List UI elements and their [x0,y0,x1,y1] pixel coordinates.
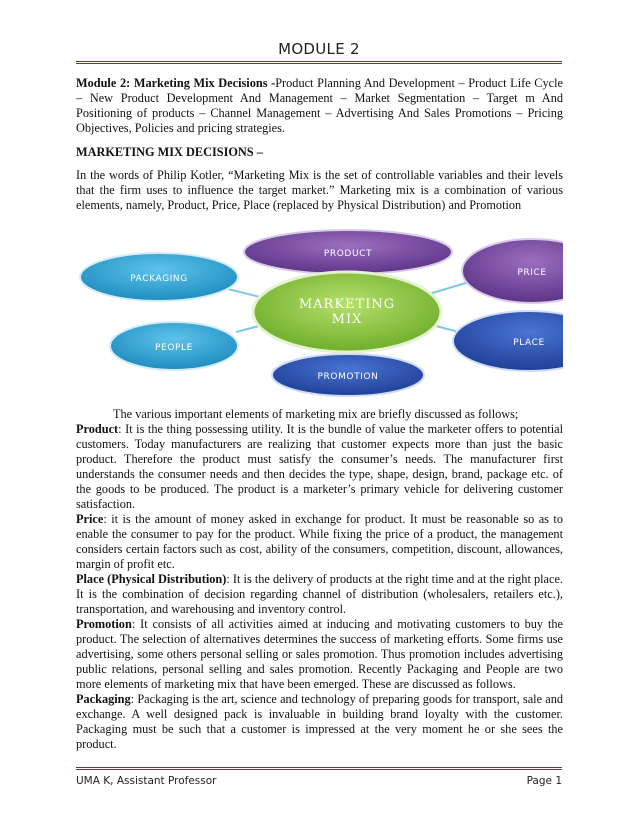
term-sep: : [103,512,107,526]
section-heading: MARKETING MIX DECISIONS – [76,145,263,159]
label-mix: MIX [331,312,363,327]
label-price: PRICE [517,268,547,278]
term-product: Product [76,422,119,436]
node-marketing-mix [253,272,441,352]
label-marketing: MARKETING [298,297,396,312]
desc-product: It is the thing possessing utility. It is the bundle of value the marketer offers to potential customers. Today manufacturers are realizing that customer expects more than just the basic product. Therefore the product must satisfy the consumer’s needs. The manufacturer first understands the consumer needs and then decides the type, shape, design, brand, package etc. of the goods to be produced. The product is a marketer’s primary vehicle for delivering customer satisfaction. [76,422,563,511]
element-packaging [76,692,563,752]
page-header: MODULE 2 [278,40,360,58]
term-sep: : [118,422,122,436]
element-promotion [76,617,563,692]
module-topics: Product Planning And Development – Product Life Cycle – New Product Development And Management – Market Segmentation – Target m And Positioning of products – Channel Management – Advertising And Sales Promotions – Pricing Objectives, Policies and pricing strategies. [76,76,563,135]
page-footer [76,775,562,787]
term-sep: : [130,692,135,706]
term-sep: : [226,572,230,586]
element-place [76,572,563,617]
label-product: PRODUCT [323,249,373,259]
label-people: PEOPLE [155,343,193,353]
module-intro [76,76,563,136]
marketing-mix-diagram [74,226,563,398]
node-product [244,230,452,274]
node-price [462,239,563,303]
term-sep: : [131,617,136,631]
desc-price: it is the amount of money asked in exchange for product. It must be reasonable so as to enable the consumer to pay for the product. While fixing the price of a product, the management considers certain factors such as cost, ability of the consumers, competition, discount, allowances, margin of profit etc. [76,512,563,571]
term-place: Place (Physical Distribution) [76,572,227,586]
label-packaging: PACKAGING [130,274,188,284]
diagram-svg [74,226,563,398]
lead-in-sentence: The various important elements of marketing mix are briefly discussed as follows; [113,407,519,421]
module-label: Module 2: Marketing Mix Decisions - [76,76,276,90]
node-packaging [80,253,238,301]
node-place [453,311,563,371]
page-content [76,76,563,752]
desc-place: It is the delivery of products at the right time and at the right place. It is the combination of decision regarding channel of distribution (wholesalers, retailers etc.), transportation, and warehousing and inventory control. [76,572,563,616]
term-packaging: Packaging [76,692,131,706]
footer-author: UMA K, Assistant Professor [76,775,217,787]
definition-paragraph: In the words of Philip Kotler, “Marketing Mix is the set of controllable variables and their levels that the firm uses to influence the target market.” Marketing mix is a combination of various elements, namely, Product, Price, Place (replaced by Physical Distribution) and Promotion [76,168,563,212]
element-product [76,422,563,512]
desc-packaging: Packaging is the art, science and technology of preparing goods for transport, sale and exchange. A well designed pack is invaluable in building brand loyalty with the customer. Packaging must be such that a customer is impressed at the very moment he or she sees the product. [76,692,563,751]
footer-rule [76,767,562,771]
desc-promotion: It consists of all activities aimed at inducing and motivating customers to buy the product. The selection of alternatives determines the success of marketing efforts. Some firms use advertising, some others personal selling or sales promotion. Thus promotion includes advertising public relations, personal selling and sales promotion. Recently Packaging and People are two more elements of marketing mix that have been emerged. These are discussed as follows. [76,617,563,691]
header-rule [76,61,562,65]
term-price: Price [76,512,104,526]
page-number: Page 1 [526,775,562,787]
node-promotion [272,354,424,396]
label-promotion: PROMOTION [317,372,379,382]
element-price [76,512,563,572]
node-people [110,322,238,370]
term-promotion: Promotion [76,617,132,631]
label-place: PLACE [513,338,545,348]
